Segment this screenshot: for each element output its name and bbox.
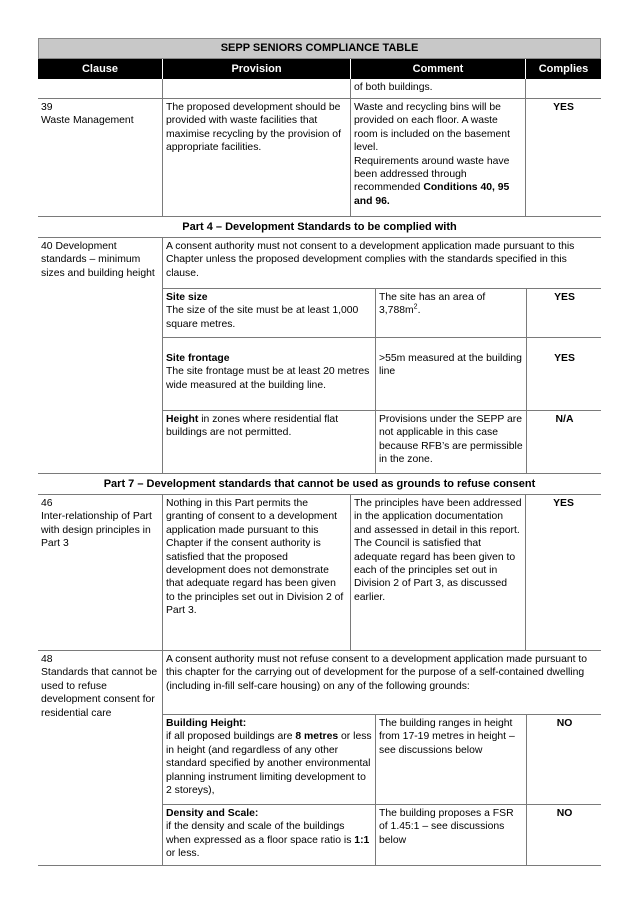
comment-paragraph: The principles have been addressed in the application documentation and assessed in detail in this report. [354, 498, 522, 536]
complies-cell: NO [526, 805, 602, 865]
clause-number: 48 [41, 654, 53, 665]
header-provision: Provision [162, 59, 350, 79]
table-title: SEPP SENIORS COMPLIANCE TABLE [38, 38, 601, 59]
provision-cell: Nothing in this Part permits the granting of consent to a development application made pursuant to this Chapter if the consent authority is satisfied that the proposed development does not demonstrate that adequate regard has been given to the principles set out in Division 2 of Part 3. [162, 495, 350, 650]
provision-cell [163, 411, 375, 473]
provision-text: or less in height (and regardless of any other standard specified by another environmental planning instrument limiting development to 2 storeys), [166, 731, 372, 797]
clause-name: Waste Management [41, 115, 134, 127]
provision-cell [163, 338, 375, 410]
header-clause: Clause [81, 63, 119, 75]
comment-cell [350, 99, 525, 216]
provision-cell [163, 715, 375, 804]
provision-label: Site size [166, 292, 208, 303]
table-row-clause-40 [38, 238, 601, 474]
provision-cell [163, 805, 375, 865]
clause-48-body [162, 651, 601, 865]
comment-cell: The building proposes a FSR of 1.45:1 – see discussions below [375, 805, 526, 865]
clause-cell: 40 Development standards – minimum sizes and building height [41, 241, 155, 279]
clause-name: Inter-relationship of Part with design principles in Part 3 [41, 511, 152, 550]
clause-intro: A consent authority must not refuse consent to a development application made pursuant to this chapter for the carrying out of development for the purpose of a self-contained dwelling (including in-fill self-care housing) on any of the following grounds: [163, 651, 601, 715]
part-4-heading: Part 4 – Development Standards to be complied with [38, 217, 601, 238]
complies-cell [525, 79, 601, 98]
provision-text: in zones where residential flat buildings are not permitted. [166, 414, 339, 439]
provision-text: The site frontage must be at least 20 metres wide measured at the building line. [166, 366, 370, 391]
header-comment: Comment [350, 59, 525, 79]
conditions-reference: Conditions 40, 95 and 96. [354, 182, 510, 207]
clause-cell [38, 651, 162, 865]
provision-text: if all proposed buildings are [166, 731, 296, 743]
comment-end: . [417, 305, 421, 317]
comment-cell: of both buildings. [350, 79, 525, 98]
table-row-continuation [38, 79, 601, 99]
part-7-heading: Part 7 – Development standards that cannot be used as grounds to refuse consent [38, 474, 601, 495]
complies-cell: YES [526, 338, 602, 410]
table-row-clause-48 [38, 651, 601, 866]
clause-number: 39 [41, 102, 53, 113]
provision-cell: The proposed development should be provided with waste facilities that maximise recycling by the provision of appropriate facilities. [162, 99, 350, 216]
complies-cell: NO [526, 715, 602, 804]
clause-cell [38, 79, 162, 98]
comment-text: Requirements around waste have been addressed through recommended [354, 155, 510, 194]
comment-cell [375, 289, 526, 337]
clause-cell [38, 495, 162, 650]
table-row-clause-46 [38, 495, 601, 651]
height-row [163, 411, 601, 473]
comment-paragraph: The Council is satisfied that adequate regard has been given to each of the principles set out in Division 2 of Part 3, as discussed earlier. [354, 538, 516, 603]
header-complies: Complies [525, 59, 601, 79]
comment-paragraph [354, 155, 522, 209]
clause-name: Standards that cannot be used to refuse development consent for residential care [41, 667, 158, 719]
provision-bold: 1:1 [354, 834, 370, 846]
clause-40-body [162, 238, 601, 473]
provision-label: Site frontage [166, 353, 230, 364]
clause-intro: A consent authority must not consent to a development application made pursuant to this Chapter unless the proposed development complies with the standards specified in this clause. [163, 238, 601, 289]
provision-text: or less. [166, 848, 200, 860]
clause-cell [38, 99, 162, 216]
superscript-unit: 2 [413, 303, 418, 311]
site-size-row [163, 289, 601, 338]
table-header-row [38, 59, 601, 79]
comment-cell: Provisions under the SEPP are not applicable in this case because RFB’s are permissible in the zone. [375, 411, 526, 473]
comment-cell [350, 495, 525, 650]
clause-number: 46 [41, 498, 53, 509]
complies-cell: YES [526, 289, 602, 337]
compliance-table [38, 38, 601, 866]
provision-cell [163, 289, 375, 337]
site-frontage-row [163, 338, 601, 411]
complies-cell: N/A [526, 411, 602, 473]
complies-cell: YES [525, 99, 601, 216]
comment-cell: The building ranges in height from 17-19 metres in height – see discussions below [375, 715, 526, 804]
provision-label: Building Height: [166, 718, 247, 729]
provision-label: Density and Scale: [166, 808, 259, 819]
provision-text: if the density and scale of the buildings when expressed as a floor space ratio is [166, 821, 355, 846]
table-row-clause-39 [38, 99, 601, 217]
provision-bold: 8 metres [295, 731, 339, 743]
comment-cell: >55m measured at the building line [375, 338, 526, 410]
complies-cell: YES [525, 495, 601, 650]
building-height-row [163, 715, 601, 805]
comment-paragraph: Waste and recycling bins will be provided on each floor. A waste room is included on the basement level. [354, 102, 510, 154]
density-scale-row [163, 805, 601, 865]
provision-cell [162, 79, 350, 98]
provision-text: The size of the site must be at least 1,000 square metres. [166, 305, 359, 330]
comment-text: The site has an area of 3,788m [379, 292, 486, 317]
provision-label: Height [166, 414, 199, 425]
